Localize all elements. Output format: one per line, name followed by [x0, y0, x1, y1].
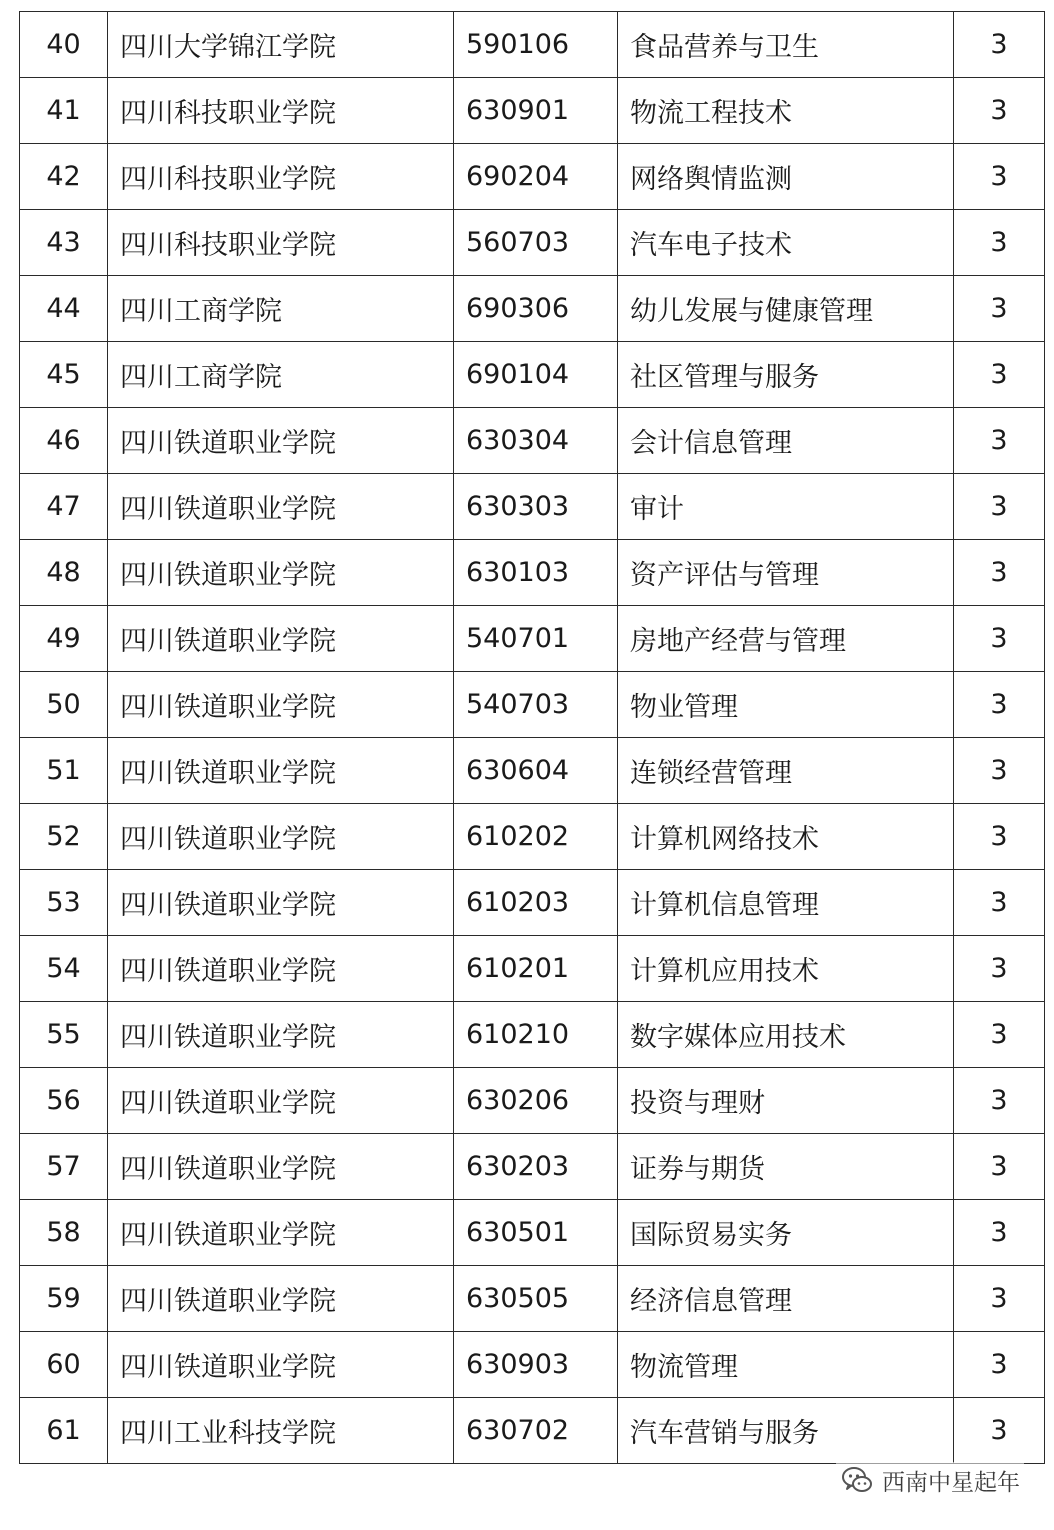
major-code-cell: 630103 [454, 540, 618, 606]
school-name-cell: 四川工商学院 [108, 342, 454, 408]
school-name-cell: 四川铁道职业学院 [108, 606, 454, 672]
table-row [20, 276, 1045, 342]
major-name-cell: 汽车营销与服务 [618, 1398, 954, 1464]
school-name-cell: 四川铁道职业学院 [108, 474, 454, 540]
row-number-cell: 42 [20, 144, 108, 210]
school-name-cell: 四川科技职业学院 [108, 144, 454, 210]
school-name-cell: 四川铁道职业学院 [108, 738, 454, 804]
duration-cell: 3 [954, 408, 1045, 474]
table-row [20, 408, 1045, 474]
duration-cell: 3 [954, 78, 1045, 144]
major-code-cell: 630501 [454, 1200, 618, 1266]
table-row [20, 540, 1045, 606]
school-name-cell: 四川铁道职业学院 [108, 1266, 454, 1332]
duration-cell: 3 [954, 1134, 1045, 1200]
major-code-cell: 610202 [454, 804, 618, 870]
major-name-cell: 汽车电子技术 [618, 210, 954, 276]
table-row [20, 936, 1045, 1002]
duration-cell: 3 [954, 12, 1045, 78]
enrollment-table [19, 11, 1045, 1464]
row-number-cell: 45 [20, 342, 108, 408]
major-code-cell: 540701 [454, 606, 618, 672]
row-number-cell: 56 [20, 1068, 108, 1134]
major-name-cell: 经济信息管理 [618, 1266, 954, 1332]
table-row [20, 474, 1045, 540]
major-name-cell: 计算机网络技术 [618, 804, 954, 870]
table-row [20, 210, 1045, 276]
major-code-cell: 630604 [454, 738, 618, 804]
duration-cell: 3 [954, 870, 1045, 936]
row-number-cell: 59 [20, 1266, 108, 1332]
duration-cell: 3 [954, 672, 1045, 738]
major-name-cell: 证券与期货 [618, 1134, 954, 1200]
duration-cell: 3 [954, 936, 1045, 1002]
duration-cell: 3 [954, 1266, 1045, 1332]
major-name-cell: 幼儿发展与健康管理 [618, 276, 954, 342]
row-number-cell: 44 [20, 276, 108, 342]
school-name-cell: 四川大学锦江学院 [108, 12, 454, 78]
major-name-cell: 网络舆情监测 [618, 144, 954, 210]
table-row [20, 12, 1045, 78]
row-number-cell: 49 [20, 606, 108, 672]
row-number-cell: 61 [20, 1398, 108, 1464]
row-number-cell: 46 [20, 408, 108, 474]
major-name-cell: 国际贸易实务 [618, 1200, 954, 1266]
duration-cell: 3 [954, 606, 1045, 672]
school-name-cell: 四川铁道职业学院 [108, 1200, 454, 1266]
table-row [20, 1398, 1045, 1464]
school-name-cell: 四川铁道职业学院 [108, 540, 454, 606]
duration-cell: 3 [954, 1200, 1045, 1266]
duration-cell: 3 [954, 210, 1045, 276]
row-number-cell: 50 [20, 672, 108, 738]
major-name-cell: 计算机应用技术 [618, 936, 954, 1002]
school-name-cell: 四川铁道职业学院 [108, 936, 454, 1002]
table-row [20, 738, 1045, 804]
major-name-cell: 审计 [618, 474, 954, 540]
table-row [20, 1200, 1045, 1266]
major-name-cell: 连锁经营管理 [618, 738, 954, 804]
school-name-cell: 四川工商学院 [108, 276, 454, 342]
row-number-cell: 58 [20, 1200, 108, 1266]
table-row [20, 804, 1045, 870]
major-code-cell: 630505 [454, 1266, 618, 1332]
major-code-cell: 540703 [454, 672, 618, 738]
major-code-cell: 690204 [454, 144, 618, 210]
major-name-cell: 社区管理与服务 [618, 342, 954, 408]
major-code-cell: 690104 [454, 342, 618, 408]
school-name-cell: 四川铁道职业学院 [108, 672, 454, 738]
row-number-cell: 43 [20, 210, 108, 276]
major-code-cell: 630903 [454, 1332, 618, 1398]
table-row [20, 1068, 1045, 1134]
major-code-cell: 610203 [454, 870, 618, 936]
major-code-cell: 590106 [454, 12, 618, 78]
duration-cell: 3 [954, 276, 1045, 342]
row-number-cell: 51 [20, 738, 108, 804]
major-name-cell: 物流管理 [618, 1332, 954, 1398]
duration-cell: 3 [954, 1398, 1045, 1464]
major-code-cell: 610201 [454, 936, 618, 1002]
major-name-cell: 数字媒体应用技术 [618, 1002, 954, 1068]
wechat-icon [840, 1463, 874, 1497]
major-code-cell: 560703 [454, 210, 618, 276]
table-row [20, 342, 1045, 408]
major-code-cell: 630206 [454, 1068, 618, 1134]
duration-cell: 3 [954, 1002, 1045, 1068]
duration-cell: 3 [954, 540, 1045, 606]
duration-cell: 3 [954, 1332, 1045, 1398]
row-number-cell: 52 [20, 804, 108, 870]
duration-cell: 3 [954, 144, 1045, 210]
school-name-cell: 四川铁道职业学院 [108, 870, 454, 936]
major-code-cell: 610210 [454, 1002, 618, 1068]
table-row [20, 1134, 1045, 1200]
major-code-cell: 630303 [454, 474, 618, 540]
table-row [20, 1002, 1045, 1068]
table-row [20, 606, 1045, 672]
duration-cell: 3 [954, 804, 1045, 870]
major-code-cell: 630901 [454, 78, 618, 144]
major-name-cell: 资产评估与管理 [618, 540, 954, 606]
major-name-cell: 会计信息管理 [618, 408, 954, 474]
major-code-cell: 630203 [454, 1134, 618, 1200]
table-row [20, 672, 1045, 738]
major-name-cell: 物流工程技术 [618, 78, 954, 144]
table-body [20, 12, 1045, 1464]
duration-cell: 3 [954, 1068, 1045, 1134]
row-number-cell: 48 [20, 540, 108, 606]
table-row [20, 1266, 1045, 1332]
watermark [836, 1462, 1024, 1498]
table-row [20, 144, 1045, 210]
row-number-cell: 47 [20, 474, 108, 540]
row-number-cell: 53 [20, 870, 108, 936]
major-name-cell: 计算机信息管理 [618, 870, 954, 936]
duration-cell: 3 [954, 738, 1045, 804]
major-code-cell: 630702 [454, 1398, 618, 1464]
school-name-cell: 四川铁道职业学院 [108, 1002, 454, 1068]
major-name-cell: 物业管理 [618, 672, 954, 738]
table-row [20, 1332, 1045, 1398]
row-number-cell: 41 [20, 78, 108, 144]
school-name-cell: 四川铁道职业学院 [108, 408, 454, 474]
school-name-cell: 四川铁道职业学院 [108, 1134, 454, 1200]
school-name-cell: 四川铁道职业学院 [108, 1332, 454, 1398]
row-number-cell: 55 [20, 1002, 108, 1068]
school-name-cell: 四川铁道职业学院 [108, 804, 454, 870]
duration-cell: 3 [954, 342, 1045, 408]
row-number-cell: 60 [20, 1332, 108, 1398]
major-name-cell: 食品营养与卫生 [618, 12, 954, 78]
table-row [20, 78, 1045, 144]
major-code-cell: 630304 [454, 408, 618, 474]
watermark-text: 西南中星起年 [882, 1469, 1020, 1496]
table-row [20, 870, 1045, 936]
major-name-cell: 房地产经营与管理 [618, 606, 954, 672]
major-name-cell: 投资与理财 [618, 1068, 954, 1134]
row-number-cell: 54 [20, 936, 108, 1002]
school-name-cell: 四川工业科技学院 [108, 1398, 454, 1464]
major-code-cell: 690306 [454, 276, 618, 342]
school-name-cell: 四川科技职业学院 [108, 210, 454, 276]
school-name-cell: 四川科技职业学院 [108, 78, 454, 144]
duration-cell: 3 [954, 474, 1045, 540]
row-number-cell: 40 [20, 12, 108, 78]
row-number-cell: 57 [20, 1134, 108, 1200]
school-name-cell: 四川铁道职业学院 [108, 1068, 454, 1134]
